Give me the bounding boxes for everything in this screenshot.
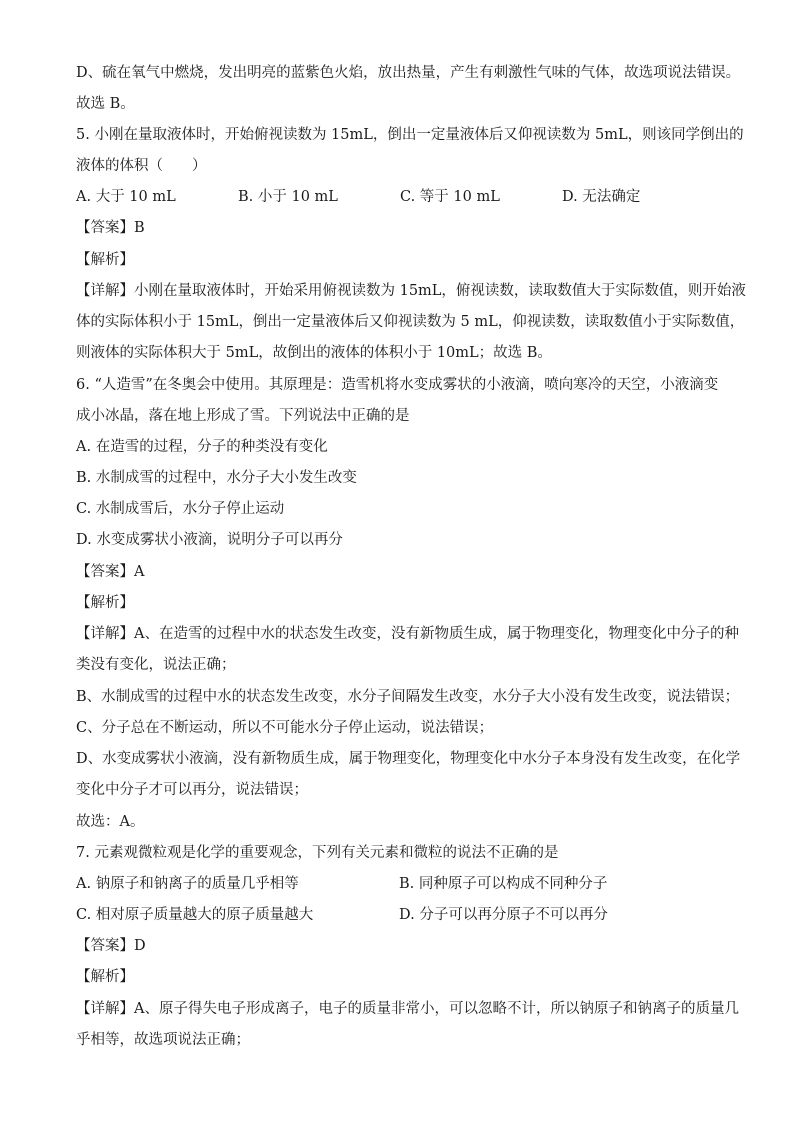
q6-analysis-heading: 【解析】 (76, 595, 134, 611)
q5-option-c: C. 等于 10 mL (400, 189, 500, 205)
q6-stem-line-2: 成小冰晶，落在地上形成了雪。下列说法中正确的是 (76, 408, 410, 424)
carryover-line-1: D、硫在氧气中燃烧，发出明亮的蓝紫色火焰，放出热量，产生有刺激性气味的气体，故选项说法错误。 (76, 65, 741, 81)
q5-detail-line-1: 【详解】小刚在量取液体时，开始采用俯视读数为 15mL，俯视读数，读取数值大于实际数值，则开始液 (76, 283, 746, 299)
q5-analysis-heading: 【解析】 (76, 252, 134, 268)
q6-option-a: A. 在造雪的过程，分子的种类没有变化 (76, 439, 328, 455)
q6-stem-line-1: 6. “人造雪”在冬奥会中使用。其原理是：造雪机将水变成雾状的小液滴，喷向寒冷的天空，小液滴变 (76, 377, 719, 393)
q6-answer: 【答案】A (76, 564, 145, 580)
q7-analysis-heading: 【解析】 (76, 969, 134, 985)
q6-option-c: C. 水制成雪后，水分子停止运动 (76, 501, 285, 517)
q6-detail-line-5: D、水变成雾状小液滴，没有新物质生成，属于物理变化，物理变化中水分子本身没有发生改变，在化学 (76, 751, 741, 767)
q7-option-c: C. 相对原子质量越大的原子质量越大 (76, 907, 314, 923)
q5-detail-line-2: 体的实际体积小于 15mL，倒出一定量液体后又仰视读数为 5 mL，仰视读数，读取数值小于实际数值， (76, 314, 745, 330)
q6-detail-line-1: 【详解】A、在造雪的过程中水的状态发生改变，没有新物质生成，属于物理变化，物理变化中分子的种 (76, 626, 739, 642)
carryover-line-2: 故选 B。 (76, 96, 135, 112)
q6-detail-line-4: C、分子总在不断运动，所以不可能水分子停止运动，说法错误； (76, 720, 494, 736)
q6-detail-line-6: 变化中分子才可以再分，说法错误； (76, 782, 308, 798)
q5-stem-line-1: 5. 小刚在量取液体时，开始俯视读数为 15mL，倒出一定量液体后又仰视读数为 5mL，则该同学倒出的 (76, 127, 744, 143)
q7-option-d: D. 分子可以再分原子不可以再分 (399, 907, 608, 923)
q6-detail-line-2: 类没有变化，说法正确； (76, 657, 236, 673)
q5-stem-line-2: 液体的体积（ ） (76, 158, 207, 174)
q6-detail-line-3: B、水制成雪的过程中水的状态发生改变，水分子间隔发生改变，水分子大小没有发生改变，说法错误； (76, 689, 740, 705)
q7-answer: 【答案】D (76, 938, 146, 954)
q7-detail-line-2: 乎相等，故选项说法正确； (76, 1032, 250, 1048)
q7-option-b: B. 同种原子可以构成不同种分子 (399, 876, 608, 892)
q6-conclusion: 故选：A。 (76, 814, 145, 830)
q6-option-d: D. 水变成雾状小液滴，说明分子可以再分 (76, 532, 343, 548)
q7-stem-line-1: 7. 元素观微粒观是化学的重要观念，下列有关元素和微粒的说法不正确的是 (76, 845, 559, 861)
q5-detail-line-3: 则液体的实际体积大于 5mL，故倒出的液体的体积小于 10mL；故选 B。 (76, 345, 552, 361)
q7-option-a: A. 钠原子和钠离子的质量几乎相等 (76, 876, 299, 892)
q6-option-b: B. 水制成雪的过程中，水分子大小发生改变 (76, 470, 357, 486)
q7-detail-line-1: 【详解】A、原子得失电子形成离子，电子的质量非常小，可以忽略不计，所以钠原子和钠离子的质量几 (76, 1001, 739, 1017)
q5-option-b: B. 小于 10 mL (238, 189, 338, 205)
q5-option-a: A. 大于 10 mL (76, 189, 176, 205)
q5-option-d: D. 无法确定 (562, 189, 641, 205)
q5-answer: 【答案】B (76, 220, 145, 236)
